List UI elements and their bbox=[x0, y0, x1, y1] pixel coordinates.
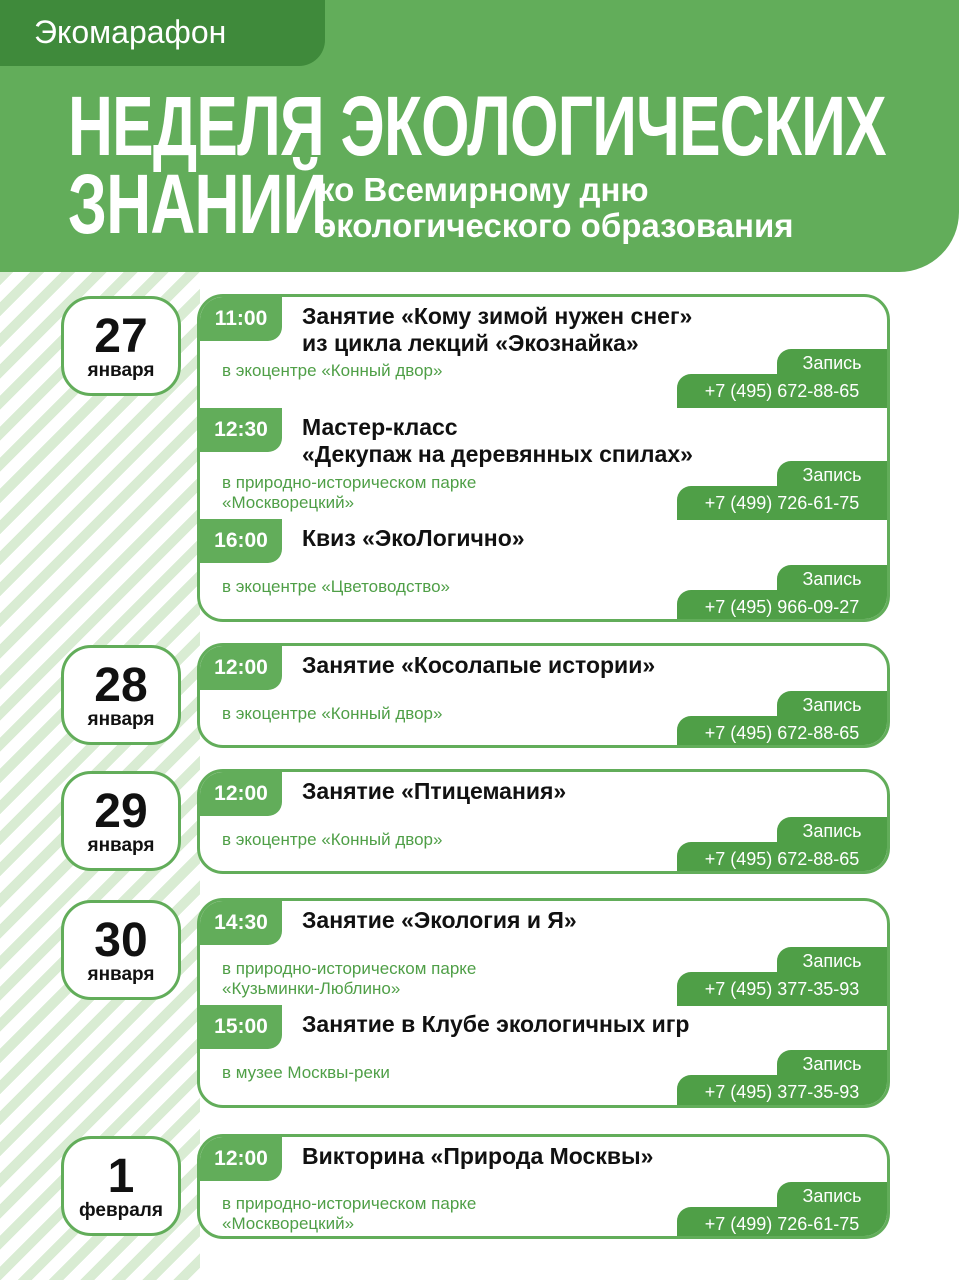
page-title-line-1: НЕДЕЛЯ ЭКОЛОГИЧЕСКИХ bbox=[68, 79, 886, 173]
event-item bbox=[200, 408, 887, 519]
day-card bbox=[197, 643, 890, 748]
event-time: 12:00 bbox=[200, 1137, 282, 1181]
event-item bbox=[200, 646, 887, 748]
date-day: 30 bbox=[94, 914, 148, 967]
event-place-line-1: в экоцентре «Конный двор» bbox=[222, 830, 443, 849]
event-place-line-1: в экоцентре «Цветоводство» bbox=[222, 577, 451, 596]
day-card bbox=[197, 1134, 890, 1239]
page-title-line-2: ЗНАНИЙ bbox=[68, 157, 327, 251]
day-card bbox=[197, 898, 890, 1108]
event-place-line-1: в экоцентре «Конный двор» bbox=[222, 704, 443, 723]
day-card bbox=[197, 294, 890, 622]
registration-label: Запись bbox=[777, 691, 887, 719]
registration-label: Запись bbox=[777, 947, 887, 975]
registration-phone[interactable]: +7 (499) 726-61-75 bbox=[677, 1207, 887, 1239]
date-month: февраля bbox=[79, 1200, 163, 1221]
event-title bbox=[302, 778, 862, 805]
event-title bbox=[302, 1011, 862, 1038]
event-title-line-1: Викторина «Природа Москвы» bbox=[302, 1143, 654, 1169]
date-day: 1 bbox=[107, 1150, 135, 1203]
registration-label: Запись bbox=[777, 565, 887, 593]
date-month: января bbox=[87, 360, 155, 381]
day-card bbox=[197, 769, 890, 874]
event-place bbox=[222, 704, 562, 724]
event-place-line-2: «Кузьминки-Люблино» bbox=[222, 979, 401, 998]
date-badge bbox=[61, 645, 181, 745]
registration-phone[interactable]: +7 (495) 377-35-93 bbox=[677, 972, 887, 1006]
registration-label: Запись bbox=[777, 349, 887, 377]
registration-phone[interactable]: +7 (495) 672-88-65 bbox=[677, 842, 887, 874]
event-time: 16:00 bbox=[200, 519, 282, 563]
event-title-line-1: Занятие «Косолапые истории» bbox=[302, 652, 656, 678]
registration-label: Запись bbox=[777, 461, 887, 489]
event-title-line-1: Мастер-класс bbox=[302, 414, 458, 440]
header-banner bbox=[0, 0, 959, 272]
date-day: 28 bbox=[94, 659, 148, 712]
registration-label: Запись bbox=[777, 1050, 887, 1078]
registration-phone[interactable]: +7 (495) 377-35-93 bbox=[677, 1075, 887, 1108]
event-time: 12:00 bbox=[200, 772, 282, 816]
event-title bbox=[302, 1143, 862, 1170]
registration-phone[interactable]: +7 (495) 672-88-65 bbox=[677, 374, 887, 408]
header-tab-label: Экомарафон bbox=[34, 14, 227, 50]
event-title bbox=[302, 525, 862, 552]
decorative-stripes bbox=[0, 240, 200, 1280]
event-place-line-2: «Москворецкий» bbox=[222, 1214, 355, 1233]
date-badge bbox=[61, 296, 181, 396]
event-item bbox=[200, 1137, 887, 1239]
event-title-line-1: Занятие «Птицемания» bbox=[302, 778, 567, 804]
event-title-line-2: «Декупаж на деревянных спилах» bbox=[302, 441, 693, 467]
event-title-line-1: Занятие «Экология и Я» bbox=[302, 907, 577, 933]
event-item bbox=[200, 519, 887, 622]
event-title bbox=[302, 303, 862, 357]
event-item bbox=[200, 772, 887, 874]
page-subtitle bbox=[318, 172, 794, 244]
registration-label: Запись bbox=[777, 1182, 887, 1210]
event-title-line-1: Занятие «Кому зимой нужен снег» bbox=[302, 303, 693, 329]
event-time: 11:00 bbox=[200, 297, 282, 341]
date-badge bbox=[61, 900, 181, 1000]
date-day: 27 bbox=[94, 310, 148, 363]
event-place bbox=[222, 473, 562, 513]
event-place bbox=[222, 1194, 562, 1234]
header-tab bbox=[0, 0, 325, 66]
subtitle-line-2: экологического образования bbox=[318, 207, 794, 244]
date-month: января bbox=[87, 835, 155, 856]
date-badge bbox=[61, 1136, 181, 1236]
event-time: 14:30 bbox=[200, 901, 282, 945]
event-place-line-1: в природно-историческом парке bbox=[222, 959, 477, 978]
date-day: 29 bbox=[94, 785, 148, 838]
subtitle-line-1: ко Всемирному дню bbox=[318, 171, 649, 208]
date-month: января bbox=[87, 964, 155, 985]
event-time: 12:30 bbox=[200, 408, 282, 452]
event-time: 15:00 bbox=[200, 1005, 282, 1049]
event-title bbox=[302, 907, 862, 934]
registration-phone[interactable]: +7 (495) 672-88-65 bbox=[677, 716, 887, 748]
event-title-line-2: из цикла лекций «Экознайка» bbox=[302, 330, 639, 356]
event-place-line-2: «Москворецкий» bbox=[222, 493, 355, 512]
registration-label: Запись bbox=[777, 817, 887, 845]
event-place bbox=[222, 361, 562, 381]
event-place-line-1: в экоцентре «Конный двор» bbox=[222, 361, 443, 380]
event-place-line-1: в природно-историческом парке bbox=[222, 473, 477, 492]
event-title-line-1: Занятие в Клубе экологичных игр bbox=[302, 1011, 690, 1037]
event-title bbox=[302, 414, 862, 468]
event-place-line-1: в музее Москвы-реки bbox=[222, 1063, 390, 1082]
registration-phone[interactable]: +7 (495) 966-09-27 bbox=[677, 590, 887, 622]
event-item bbox=[200, 1005, 887, 1108]
date-month: января bbox=[87, 709, 155, 730]
event-place bbox=[222, 959, 562, 999]
event-place bbox=[222, 577, 562, 597]
event-place-line-1: в природно-историческом парке bbox=[222, 1194, 477, 1213]
event-item bbox=[200, 297, 887, 408]
event-time: 12:00 bbox=[200, 646, 282, 690]
event-item bbox=[200, 901, 887, 1005]
date-badge bbox=[61, 771, 181, 871]
event-title bbox=[302, 652, 862, 679]
event-place bbox=[222, 830, 562, 850]
event-place bbox=[222, 1063, 562, 1083]
registration-phone[interactable]: +7 (499) 726-61-75 bbox=[677, 486, 887, 520]
event-title-line-1: Квиз «ЭкоЛогично» bbox=[302, 525, 525, 551]
